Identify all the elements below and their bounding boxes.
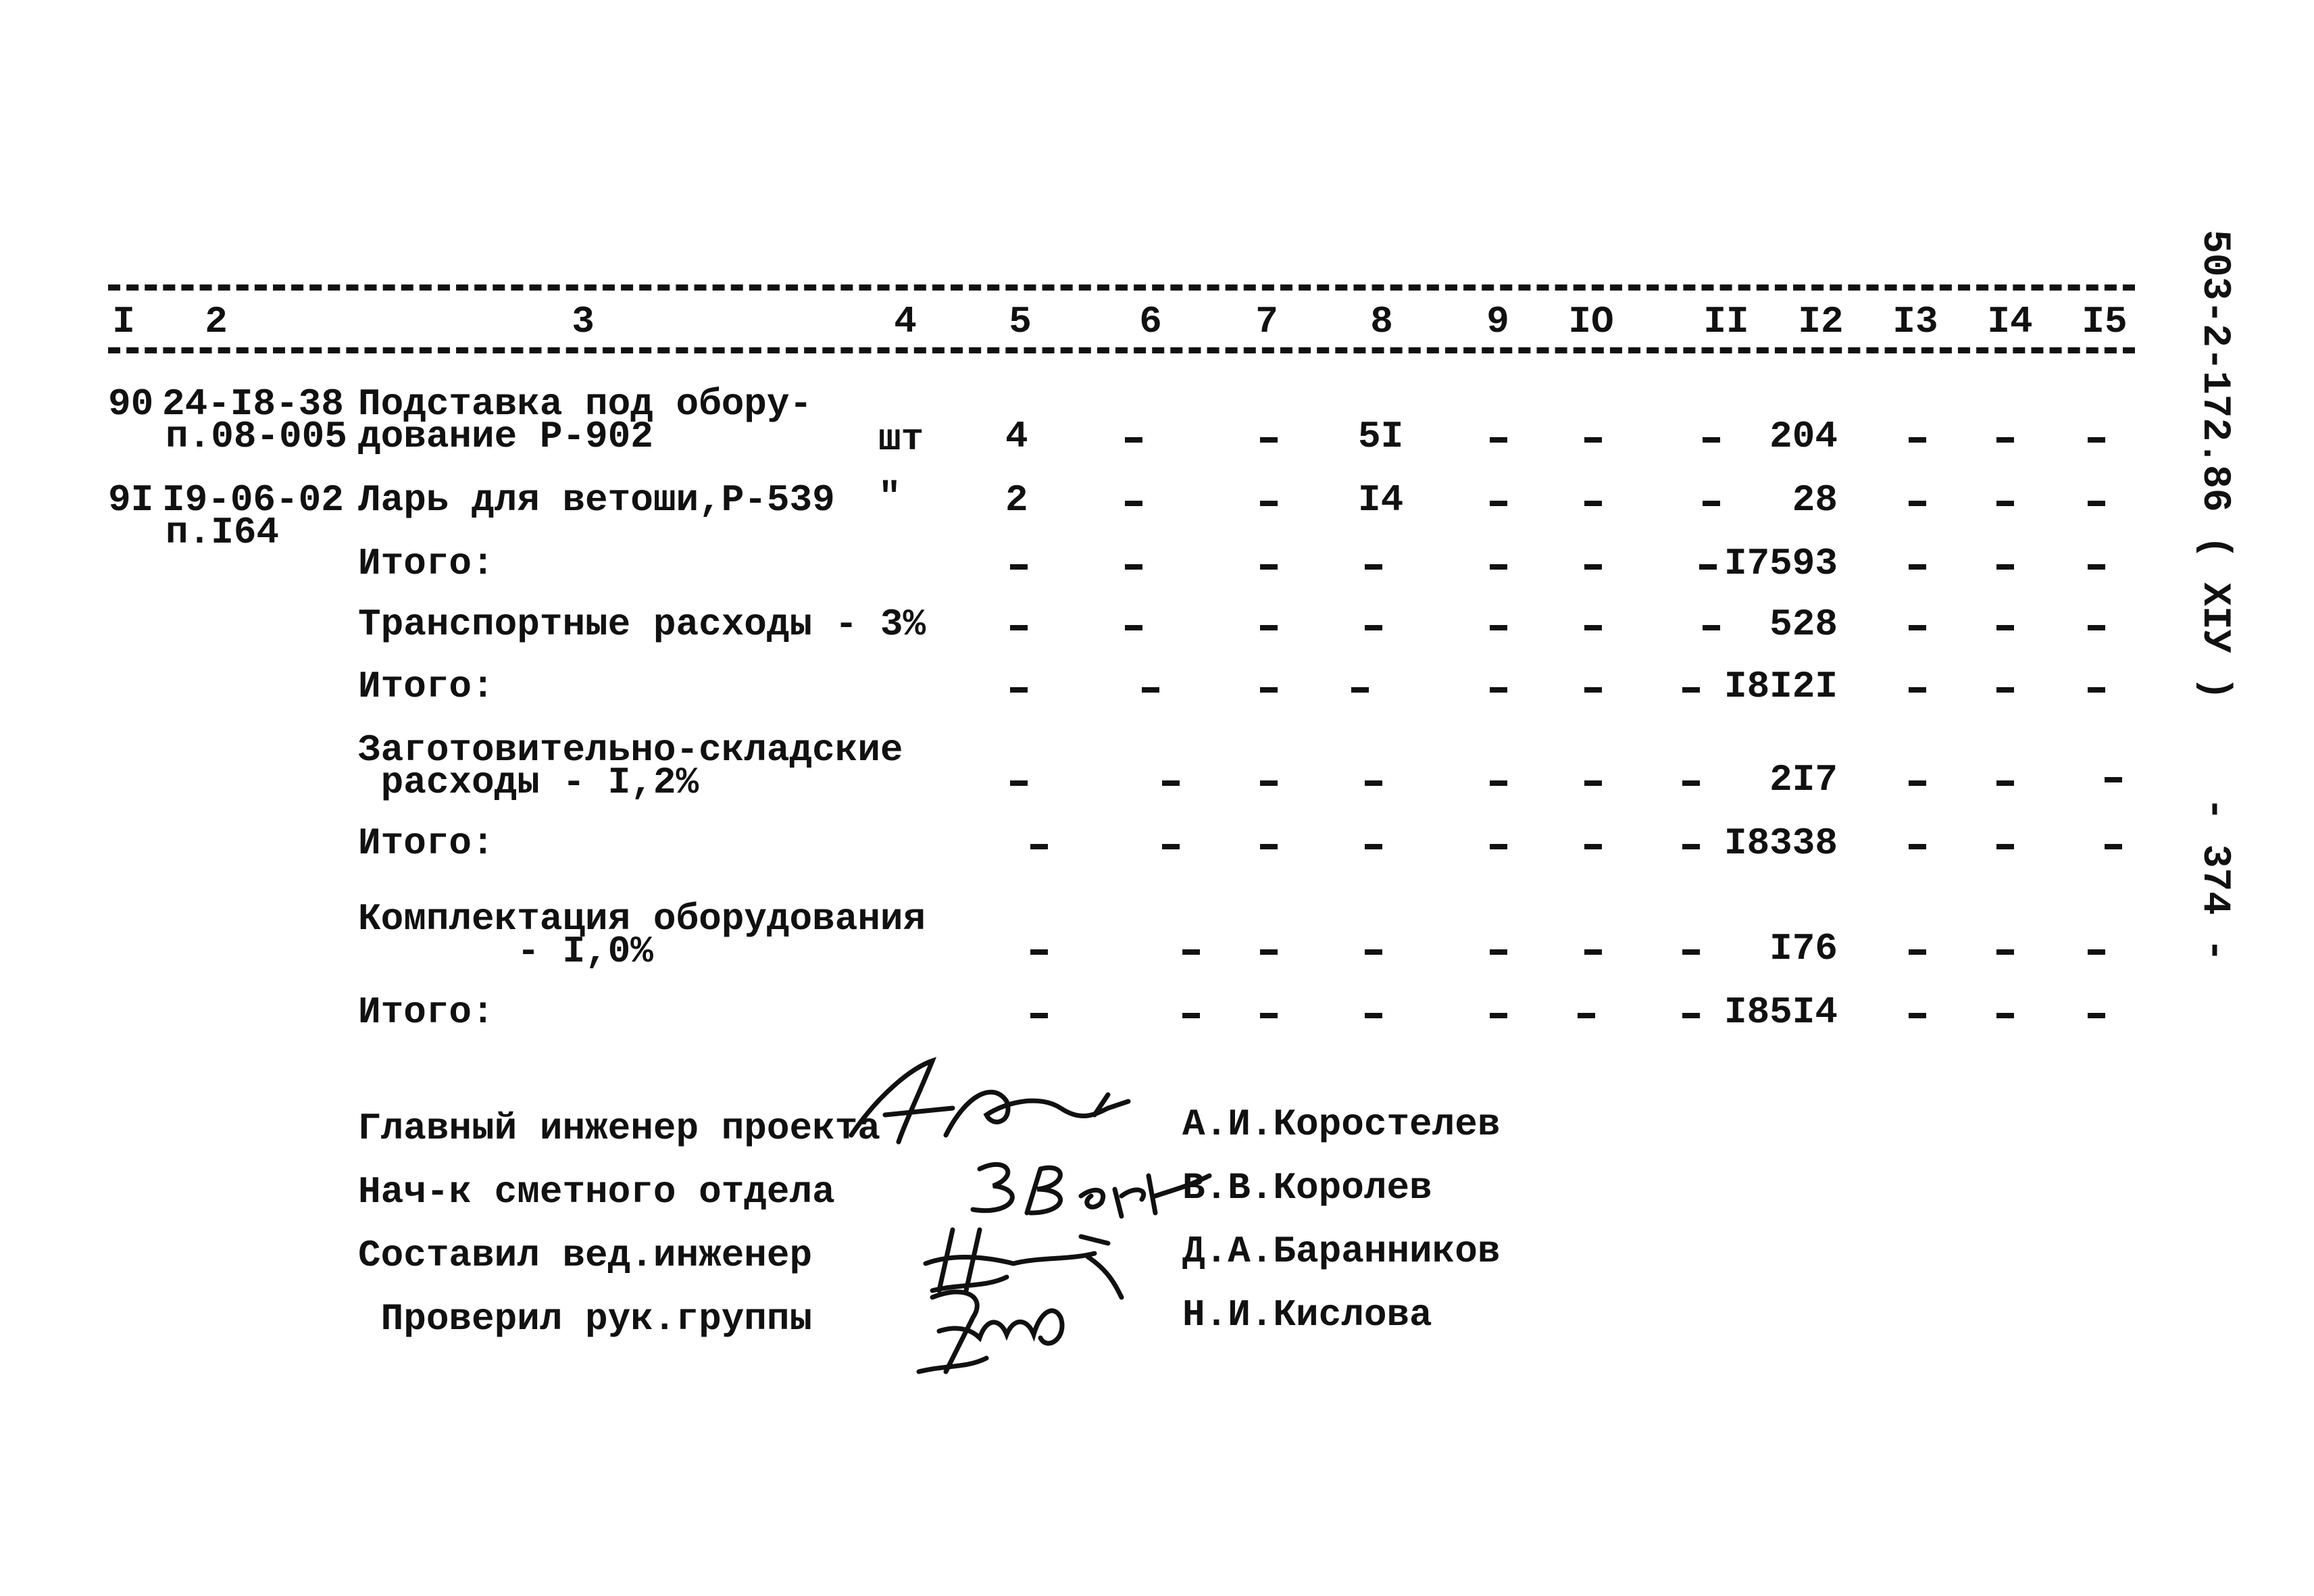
dash — [1996, 844, 2014, 849]
summary-value: 528 — [1769, 603, 1838, 646]
header-top-rule — [108, 284, 2135, 291]
dash — [1260, 687, 1278, 693]
summary-label: Итого: — [358, 665, 495, 708]
document-code-vertical: 503-2-172.86 ( XIУ ) — [2192, 230, 2236, 701]
row-code: 24-I8-38 — [162, 382, 344, 426]
dash — [1490, 949, 1507, 955]
dash — [1703, 501, 1720, 506]
row-code-ref: п.I64 — [166, 511, 280, 554]
dash — [1260, 564, 1278, 570]
dash — [2088, 437, 2105, 443]
dash — [1260, 625, 1278, 630]
row-name: Подставка под обору- — [358, 382, 813, 426]
row-col8: 5I — [1358, 415, 1404, 458]
summary-label: Комплектация оборудования — [358, 897, 926, 941]
dash — [1365, 844, 1382, 849]
row-name-cont: дование Р-902 — [358, 415, 653, 458]
dash — [1996, 687, 2014, 693]
row-col12: 28 — [1792, 478, 1838, 522]
dash — [1030, 949, 1048, 955]
row-col8: I4 — [1358, 478, 1404, 522]
dash — [1010, 564, 1028, 570]
col-header-1: I — [112, 300, 135, 343]
col-header-10: IO — [1568, 300, 1614, 343]
signatory-name: Н.И.Кислова — [1182, 1293, 1432, 1337]
dash — [2088, 1013, 2105, 1018]
dash — [2105, 777, 2122, 782]
dash — [1182, 1013, 1200, 1018]
row-unit: " — [878, 476, 901, 519]
dash — [1365, 625, 1382, 630]
row-code: I9-06-02 — [162, 478, 344, 522]
dash — [1260, 780, 1278, 786]
dash — [1260, 437, 1278, 443]
dash — [1682, 844, 1700, 849]
row-code-ref: п.08-005 — [166, 415, 347, 458]
dash — [1996, 564, 2014, 570]
dash — [1162, 780, 1180, 786]
summary-label-cont: расходы - I,2% — [358, 761, 699, 804]
dash — [2088, 501, 2105, 506]
dash — [1162, 844, 1180, 849]
handwritten-signature — [959, 1149, 1216, 1223]
dash — [1996, 1013, 2014, 1018]
dash — [1125, 564, 1142, 570]
dash — [1490, 501, 1507, 506]
summary-value: I76 — [1769, 927, 1838, 970]
dash — [2105, 844, 2122, 849]
dash — [1682, 949, 1700, 955]
signatory-name: А.И.Коростелев — [1182, 1103, 1501, 1146]
row-name: Ларь для ветоши,Р-539 — [358, 478, 835, 522]
dash — [1490, 437, 1507, 443]
handwritten-signature — [905, 1277, 1095, 1378]
handwritten-signature — [838, 1054, 1149, 1155]
dash — [1010, 687, 1028, 693]
dash — [1584, 501, 1602, 506]
col-header-2: 2 — [205, 300, 228, 343]
signatory-role: Составил вед.инженер — [358, 1234, 813, 1277]
dash — [1909, 844, 1926, 849]
summary-value: 2I7 — [1769, 758, 1838, 801]
dash — [1909, 501, 1926, 506]
row-col12: 204 — [1769, 415, 1838, 458]
dash — [1142, 687, 1159, 693]
col-header-6: 6 — [1139, 300, 1162, 343]
dash — [1490, 844, 1507, 849]
dash — [1909, 780, 1926, 786]
dash — [1703, 625, 1720, 630]
summary-value: I7593 — [1724, 542, 1838, 585]
dash — [1365, 564, 1382, 570]
col-header-5: 5 — [1009, 300, 1032, 343]
dash — [1996, 501, 2014, 506]
col-header-7: 7 — [1255, 300, 1278, 343]
dash — [1909, 1013, 1926, 1018]
dash — [1490, 564, 1507, 570]
row-number: 90 — [108, 382, 154, 426]
dash — [1260, 844, 1278, 849]
signatory-role: Главный инженер проекта — [358, 1107, 880, 1150]
dash — [1699, 564, 1717, 570]
dash — [1365, 1013, 1382, 1018]
dash — [1996, 949, 2014, 955]
dash — [2088, 625, 2105, 630]
dash — [1909, 564, 1926, 570]
header-bottom-rule — [108, 347, 2135, 353]
dash — [1365, 780, 1382, 786]
dash — [1584, 949, 1602, 955]
summary-value: I85I4 — [1724, 991, 1838, 1034]
dash — [1365, 949, 1382, 955]
dash — [1584, 437, 1602, 443]
col-header-15: I5 — [2082, 300, 2128, 343]
row-unit: шт — [878, 418, 924, 461]
dash — [1682, 780, 1700, 786]
dash — [1682, 687, 1700, 693]
col-header-8: 8 — [1370, 300, 1393, 343]
row-quantity: 4 — [1005, 415, 1028, 458]
dash — [1584, 564, 1602, 570]
dash — [1125, 501, 1142, 506]
dash — [1125, 625, 1142, 630]
dash — [1578, 1013, 1595, 1018]
col-header-13: I3 — [1892, 300, 1938, 343]
dash — [1182, 949, 1200, 955]
dash — [1909, 687, 1926, 693]
summary-label-cont: - I,0% — [358, 930, 653, 973]
dash — [1030, 844, 1048, 849]
dash — [1909, 949, 1926, 955]
dash — [1010, 780, 1028, 786]
dash — [1584, 780, 1602, 786]
dash — [1909, 625, 1926, 630]
summary-value: I8I2I — [1724, 665, 1838, 708]
summary-label: Транспортные расходы - 3% — [358, 603, 926, 646]
summary-value: I8338 — [1724, 822, 1838, 865]
summary-label: Итого: — [358, 991, 495, 1034]
signatory-role: Проверил рук.группы — [358, 1297, 813, 1341]
dash — [1260, 1013, 1278, 1018]
col-header-12: I2 — [1798, 300, 1844, 343]
col-header-4: 4 — [894, 300, 917, 343]
dash — [1490, 780, 1507, 786]
dash — [1260, 949, 1278, 955]
dash — [1584, 625, 1602, 630]
page-number-vertical: - 374 - — [2192, 797, 2236, 962]
dash — [1490, 625, 1507, 630]
signatory-role: Нач-к сметного отдела — [358, 1170, 835, 1214]
col-header-11: II — [1703, 300, 1749, 343]
dash — [1584, 687, 1602, 693]
dash — [1490, 1013, 1507, 1018]
col-header-3: 3 — [572, 300, 595, 343]
dash — [2088, 564, 2105, 570]
row-number: 9I — [108, 478, 154, 522]
col-header-14: I4 — [1987, 300, 2033, 343]
dash — [1682, 1013, 1700, 1018]
dash — [1996, 625, 2014, 630]
dash — [1125, 437, 1142, 443]
dash — [2088, 687, 2105, 693]
col-header-9: 9 — [1486, 300, 1509, 343]
dash — [1010, 625, 1028, 630]
dash — [1351, 687, 1369, 693]
dash — [2088, 949, 2105, 955]
signatory-name: Д.А.Баранников — [1182, 1230, 1501, 1273]
summary-label: Заготовительно-складские — [358, 728, 903, 772]
dash — [1030, 1013, 1048, 1018]
dash — [1490, 687, 1507, 693]
summary-label: Итого: — [358, 822, 495, 865]
dash — [1909, 437, 1926, 443]
row-quantity: 2 — [1005, 478, 1028, 522]
dash — [1996, 780, 2014, 786]
dash — [1703, 437, 1720, 443]
dash — [1996, 437, 2014, 443]
dash — [1584, 844, 1602, 849]
summary-label: Итого: — [358, 542, 495, 585]
signatory-name: В.В.Королев — [1182, 1166, 1432, 1210]
dash — [1260, 501, 1278, 506]
